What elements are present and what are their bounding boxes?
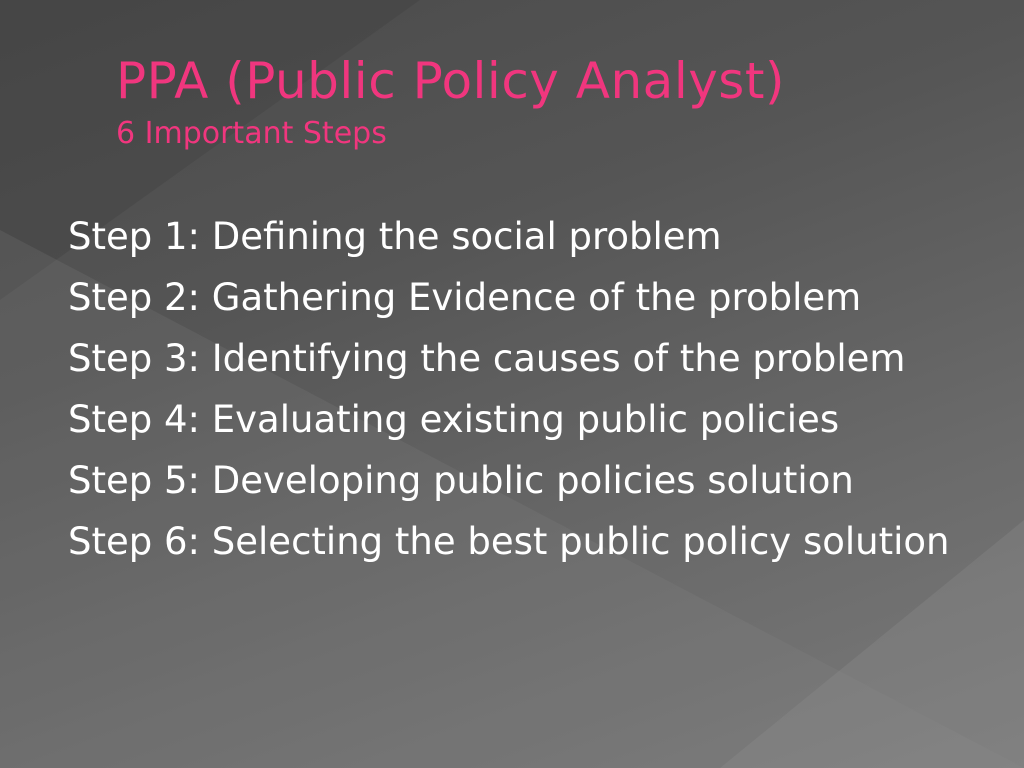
slide-subtitle: 6 Important Steps xyxy=(116,116,387,151)
step-item-3: Step 3: Identifying the causes of the problem xyxy=(68,337,906,380)
step-item-6: Step 6: Selecting the best public policy solution xyxy=(68,520,950,563)
step-item-4: Step 4: Evaluating existing public policies xyxy=(68,398,840,441)
step-item-5: Step 5: Developing public policies solution xyxy=(68,459,854,502)
slide-title: PPA (Public Policy Analyst) xyxy=(116,52,785,110)
title-block xyxy=(116,48,976,154)
step-item-2: Step 2: Gathering Evidence of the problem xyxy=(68,276,862,319)
step-item-1: Step 1: Defining the social problem xyxy=(68,215,722,258)
steps-list xyxy=(68,212,988,578)
